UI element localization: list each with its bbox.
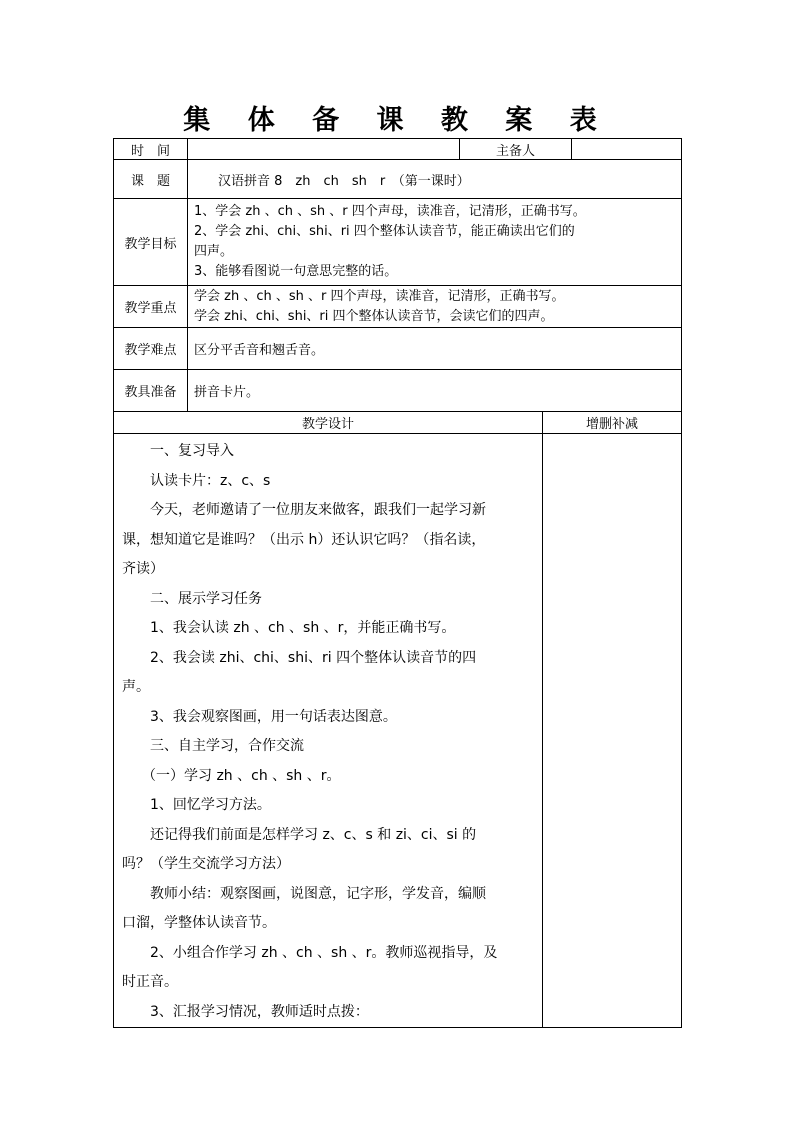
goal-line: 3、能够看图说一句意思完整的话。 (194, 264, 398, 279)
difficulty-value: 区分平舌音和翘舌音。 (188, 328, 682, 370)
topic-value: 汉语拼音 8 zh ch sh r （第一课时） (188, 160, 682, 199)
lesson-info-table (113, 138, 682, 412)
design-line: 认读卡片：z、c、s (150, 472, 271, 489)
key-points-label: 教学重点 (114, 286, 188, 328)
teaching-design-content (114, 434, 543, 1028)
tools-label: 教具准备 (114, 370, 188, 412)
goal-line: 1、学会 zh 、ch 、sh 、r 四个声母，读准音，记清形，正确书写。 (194, 204, 586, 219)
tools-value: 拼音卡片。 (188, 370, 682, 412)
key-point-line: 学会 zh 、ch 、sh 、r 四个声母，读准音，记清形，正确书写。 (194, 288, 565, 304)
topic-label: 课 题 (114, 160, 188, 199)
design-line: 2、小组合作学习 zh 、ch 、sh 、r。教师巡视指导，及 (150, 944, 498, 961)
design-line: 声。 (122, 679, 150, 695)
design-line: 还记得我们前面是怎样学习 z、c、s 和 zi、ci、si 的 (150, 826, 477, 843)
design-line: 课，想知道它是谁吗？（出示 h）还认识它吗？（指名读， (122, 531, 486, 548)
design-line: 二、展示学习任务 (150, 590, 262, 607)
revision-notes-cell (543, 434, 682, 1028)
time-label: 时 间 (114, 139, 188, 160)
design-line: 齐读） (122, 561, 164, 577)
teaching-design-table (113, 411, 682, 1028)
design-line: 3、汇报学习情况，教师适时点拨： (150, 1003, 369, 1020)
design-line: 吗？（学生交流学习方法） (122, 856, 290, 872)
teaching-design-heading: 教学设计 (114, 412, 543, 434)
design-line: 3、我会观察图画，用一句话表达图意。 (150, 708, 397, 725)
main-prep-label: 主备人 (460, 139, 572, 160)
design-line: 今天，老师邀请了一位朋友来做客，跟我们一起学习新 (150, 502, 486, 518)
design-line: 三、自主学习，合作交流 (150, 738, 304, 754)
design-line: （一）学习 zh 、ch 、sh 、r。 (142, 767, 341, 784)
key-points-cell (188, 286, 682, 328)
time-value (188, 139, 460, 160)
key-point-line: 学会 zhi、chi、shi、ri 四个整体认读音节，会读它们的四声。 (194, 308, 554, 324)
page-title: 集 体 备 课 教 案 表 (183, 105, 611, 136)
design-line: 一、复习导入 (150, 443, 234, 459)
goal-line: 2、学会 zhi、chi、shi、ri 四个整体认读音节，能正确读出它们的 (194, 224, 575, 239)
design-line: 时正音。 (122, 974, 178, 990)
design-line: 2、我会读 zhi、chi、shi、ri 四个整体认读音节的四 (150, 649, 477, 666)
goals-label: 教学目标 (114, 199, 188, 286)
design-line: 口溜，学整体认读音节。 (122, 915, 276, 931)
design-line: 教师小结：观察图画，说图意，记字形，学发音，编顺 (150, 885, 486, 902)
design-line: 1、回忆学习方法。 (150, 797, 271, 813)
main-prep-value (572, 139, 682, 160)
goals-cell (188, 199, 682, 286)
design-line: 1、我会认读 zh 、ch 、sh 、r，并能正确书写。 (150, 620, 456, 636)
goal-line: 四声。 (194, 244, 234, 259)
revision-heading: 增删补减 (543, 412, 682, 434)
difficulty-label: 教学难点 (114, 328, 188, 370)
